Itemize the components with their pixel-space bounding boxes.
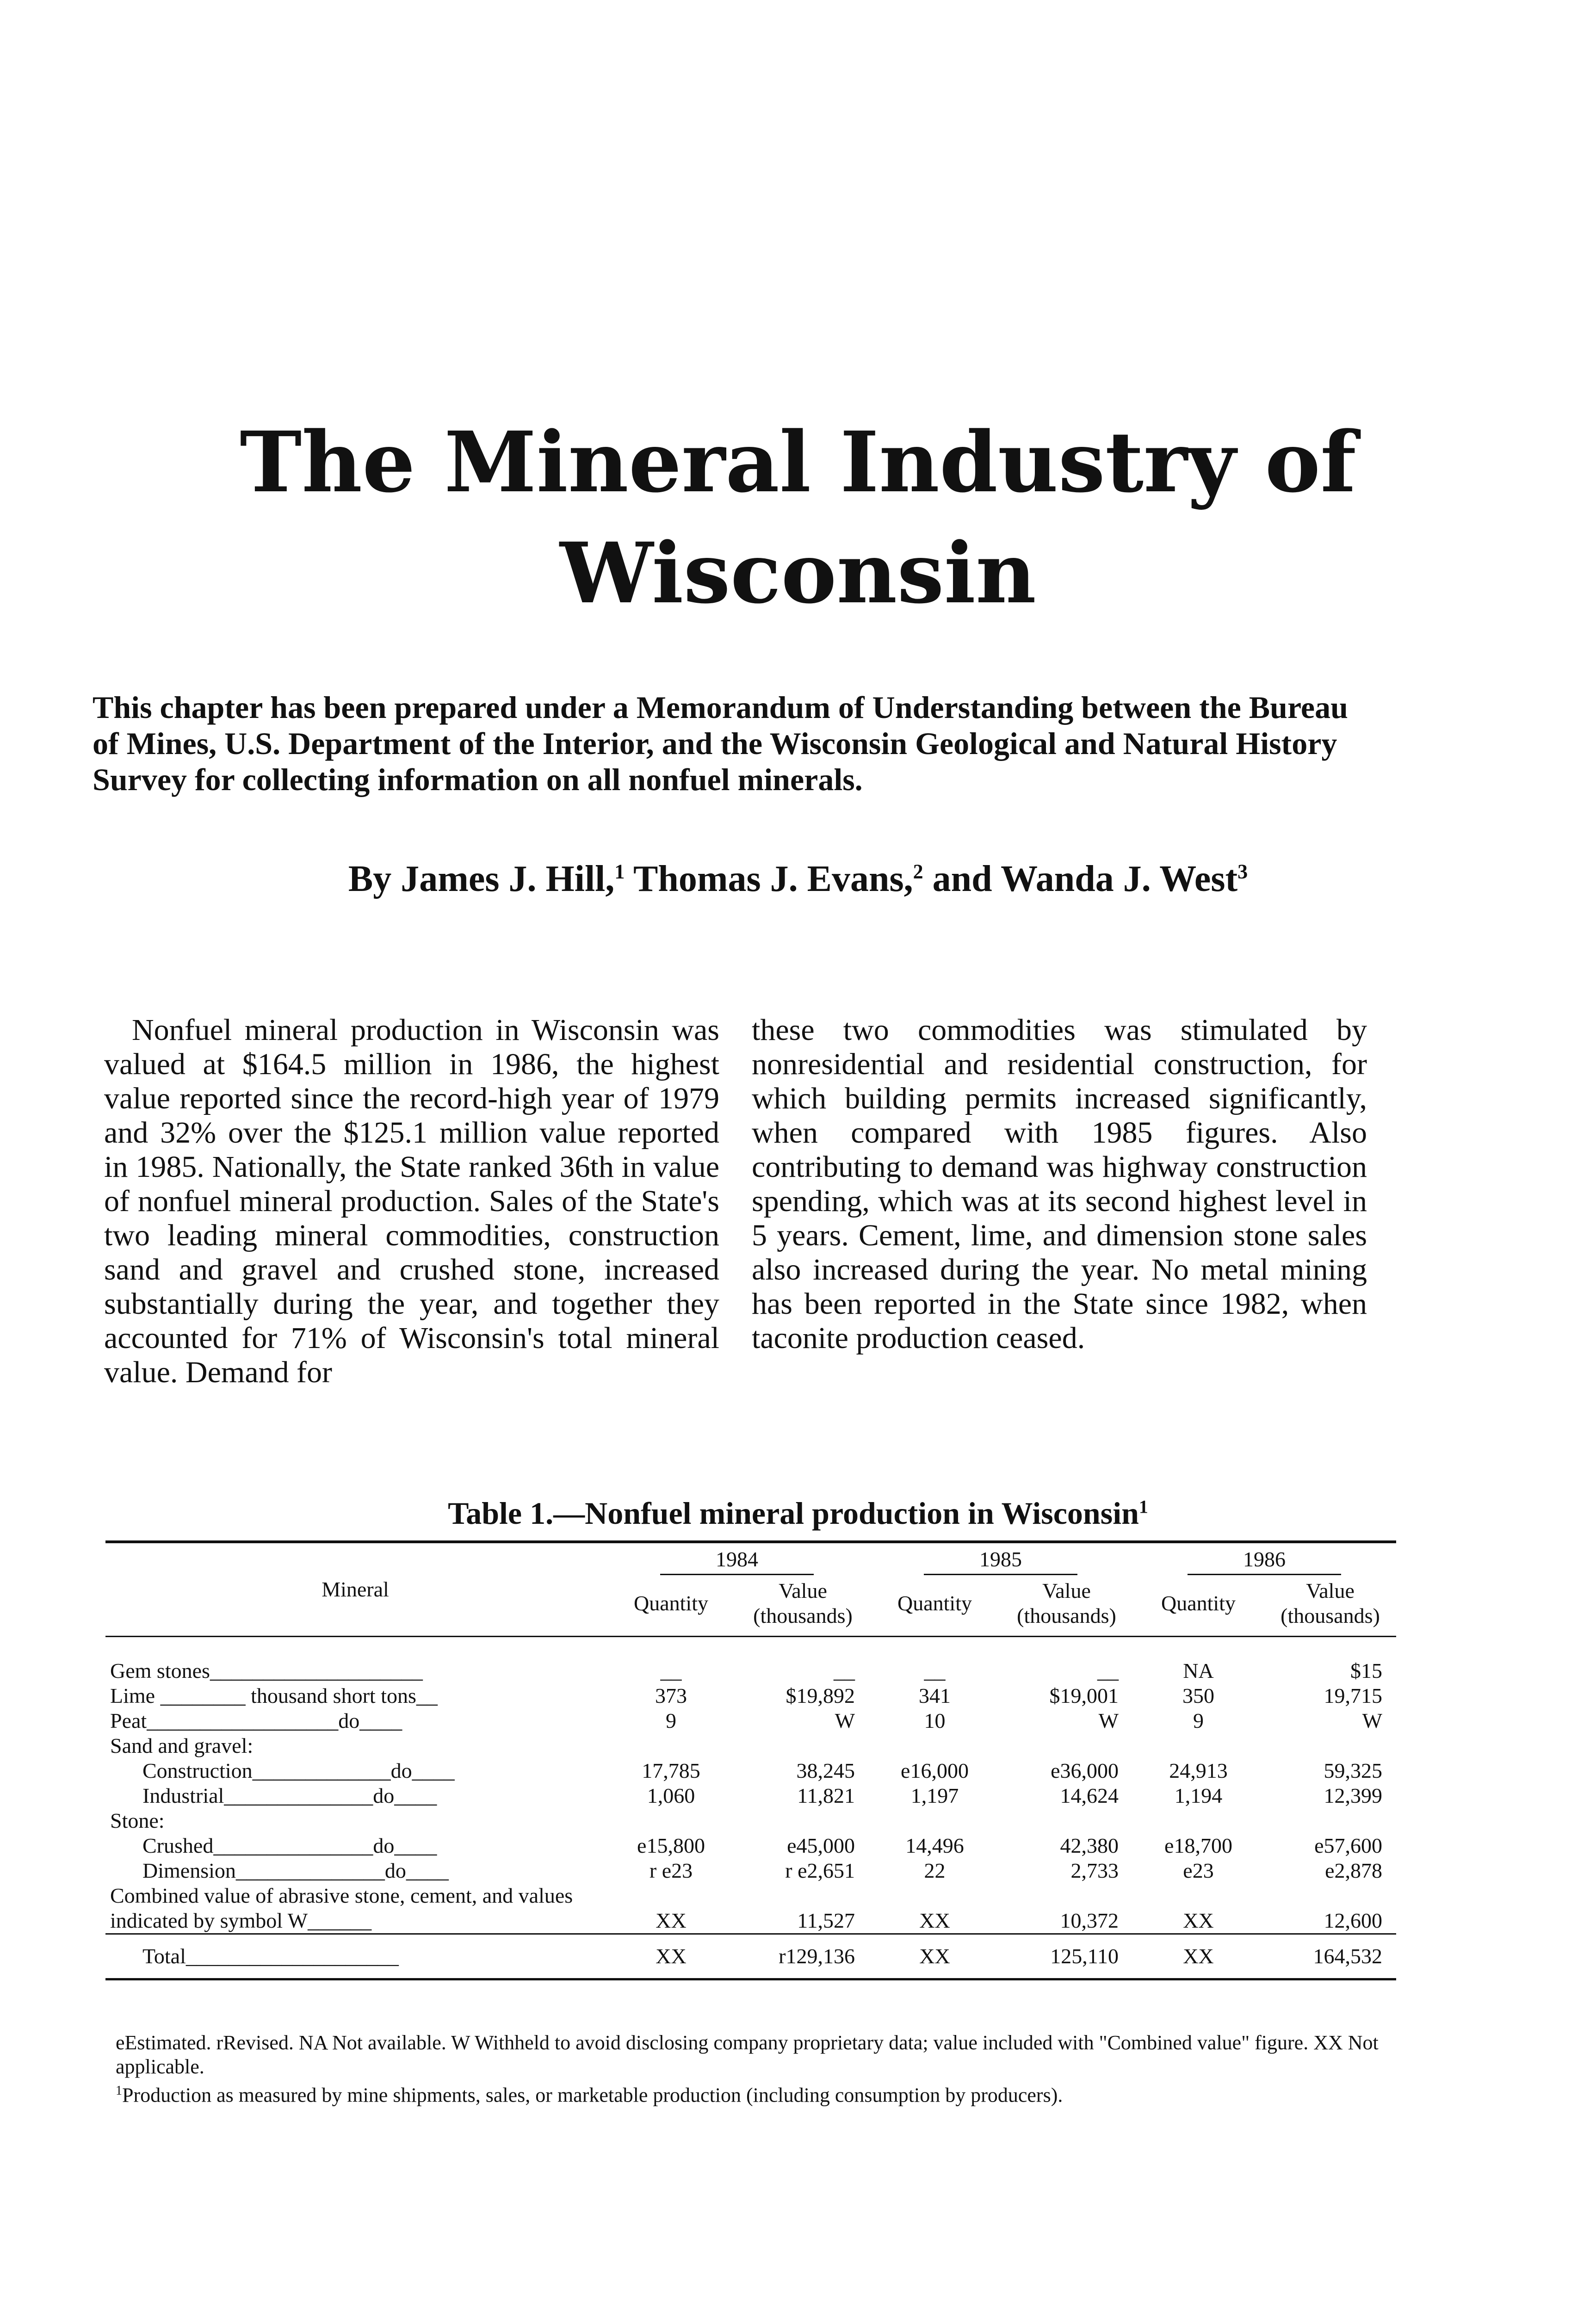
row-label: Lime ________ thousand short tons__ <box>110 1684 438 1707</box>
footnote-1: $^1$Production as measured by mine shipments, sales, or marketable production (including consumption by producers). <box>116 2084 1063 2107</box>
production-table <box>105 1540 1396 1980</box>
row-label: Sand and gravel: <box>110 1734 254 1757</box>
value-header: Value (thousands) <box>1281 1579 1380 1627</box>
table-row: Combined value of abrasive stone, cement, and values indicated by symbol W______ XX 11,527 XX 10,372 XX 12,600 <box>105 1883 1396 1934</box>
row-label: Crushed_______________do____ <box>142 1834 437 1857</box>
table-caption <box>0 1495 1596 1532</box>
table-footnotes <box>116 2031 1392 2108</box>
year-header-1985: 1985 <box>869 1542 1132 1576</box>
value-header: Value (thousands) <box>753 1579 853 1627</box>
year-header-1986: 1986 <box>1132 1542 1396 1576</box>
value-header: Value (thousands) <box>1017 1579 1116 1627</box>
body-column-left: Nonfuel mineral production in Wisconsin was valued at $164.5 million in 1986, the highest value reported since the record-high year of 1979 and 32% over the $125.1 million value reported in 1985. Nationally, the State ranked 36th in value of nonfuel mineral production. Sales of the State's two leading mineral commodities, construction sand and gravel and crushed stone, increased substantially during the year, and together they accounted for 71% of Wisconsin's total mineral value. Demand for <box>104 1013 719 1389</box>
quantity-header: Quantity <box>897 1591 972 1615</box>
page-title <box>0 407 1596 629</box>
author-2-footnote: 2 <box>913 860 923 883</box>
table-row: Lime ________ thousand short tons__ 373 $19,892 341 $19,001 350 19,715 <box>105 1683 1396 1708</box>
mineral-header: Mineral <box>105 1542 605 1637</box>
title-line-2: Wisconsin <box>560 525 1036 622</box>
table-caption-text: Table 1.—Nonfuel mineral production in Wisconsin <box>448 1496 1139 1531</box>
table-row: Crushed_______________do____ e15,800 e45,000 14,496 42,380 e18,700 e57,600 <box>105 1833 1396 1858</box>
table-row: Gem stones____________________ __ __ __ __ NA $15 <box>105 1658 1396 1683</box>
author-3: Wanda J. West <box>1001 859 1238 899</box>
byline-prefix: By <box>348 859 401 899</box>
byline-conj: and <box>923 859 1001 899</box>
table-row <box>105 1733 1396 1758</box>
table-row: Construction_____________do____ 17,785 38,245 e16,000 e36,000 24,913 59,325 <box>105 1758 1396 1783</box>
row-label: Peat__________________do____ <box>110 1709 402 1732</box>
footnote-symbols: eEstimated. rRevised. NA Not available. W Withheld to avoid disclosing company proprietary data; value included with "Combined value" figure. XX Not applicable. <box>116 2031 1379 2078</box>
author-1-footnote: 1 <box>614 860 625 883</box>
byline <box>0 858 1596 900</box>
row-label: Dimension______________do____ <box>142 1859 449 1882</box>
row-label: Construction_____________do____ <box>142 1759 455 1782</box>
row-label: Industrial______________do____ <box>142 1784 437 1807</box>
row-label: Total____________________ <box>105 1934 605 1979</box>
body-column-right: these two commodities was stimulated by nonresidential and residential construction, for which building permits increased significantly, when compared with 1985 figures. Also contributing to demand was highway construction spending, which was at its second highest level in 5 years. Cement, lime, and dimension stone sales also increased during the year. No metal mining has been reported in the State since 1982, when taconite production ceased. <box>752 1013 1367 1355</box>
year-header-1984: 1984 <box>605 1542 869 1576</box>
row-label: Gem stones____________________ <box>110 1659 423 1682</box>
table-row: Industrial______________do____ 1,060 11,821 1,197 14,624 1,194 12,399 <box>105 1783 1396 1808</box>
quantity-header: Quantity <box>634 1591 708 1615</box>
table-caption-footnote: 1 <box>1138 1496 1148 1517</box>
row-label: Combined value of abrasive stone, cement, and values indicated by symbol W______ <box>110 1884 573 1932</box>
author-3-footnote: 3 <box>1237 860 1248 883</box>
table-row: Dimension______________do____ r e23 r e2,651 22 2,733 e23 e2,878 <box>105 1858 1396 1883</box>
preface-note: This chapter has been prepared under a Memorandum of Understanding between the Bureau of Mines, U.S. Department of the Interior, and the Wisconsin Geological and Natural History Survey for collecting information on all nonfuel minerals. <box>93 690 1348 797</box>
title-line-1: The Mineral Industry of <box>240 414 1356 511</box>
author-1: James J. Hill, <box>401 859 615 899</box>
table-row <box>105 1808 1396 1833</box>
row-label: Stone: <box>110 1809 165 1832</box>
author-2: Thomas J. Evans, <box>625 859 913 899</box>
quantity-header: Quantity <box>1161 1591 1236 1615</box>
table-row: Peat__________________do____ 9 W 10 W 9 W <box>105 1708 1396 1733</box>
table-total-row: Total____________________ XX r129,136 XX 125,110 XX 164,532 <box>105 1934 1396 1979</box>
